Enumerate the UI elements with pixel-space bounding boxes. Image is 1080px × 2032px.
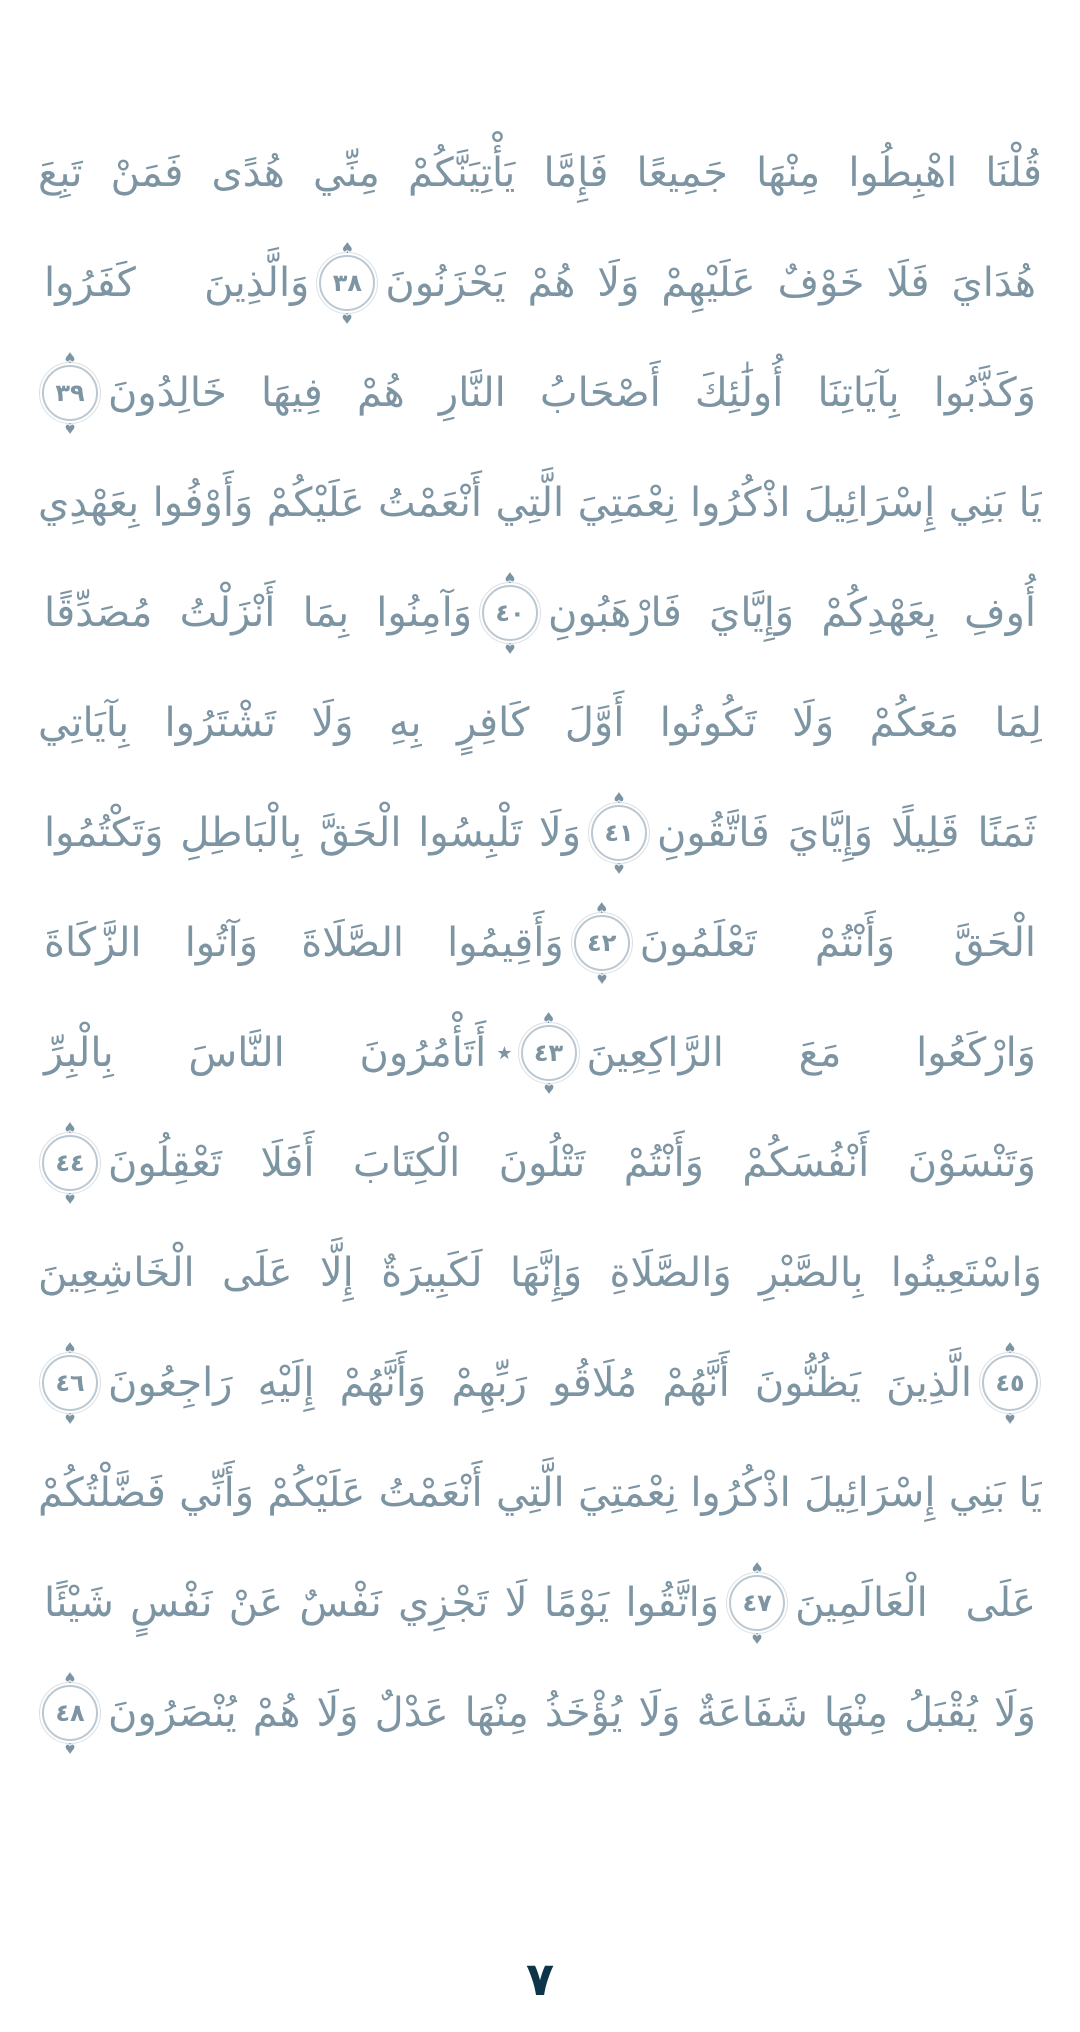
ayah-text: وَكَذَّبُوا بِآيَاتِنَا أُولَٰئِكَ أَصْحَابُ النَّارِ هُمْ فِيهَا خَالِدُونَ (108, 370, 1036, 416)
ayah-number: ♠ ٤٢ (587, 929, 617, 957)
ayah-end-medallion-icon (482, 585, 538, 641)
ayah-end-medallion-icon (982, 1355, 1038, 1411)
ayah-text: أُوفِ بِعَهْدِكُمْ وَإِيَّايَ فَارْهَبُونِ (548, 590, 1036, 636)
quran-line-14 (38, 1548, 1042, 1658)
quran-line-4 (38, 448, 1042, 558)
ayah-text: وَاتَّقُوا يَوْمًا لَا تَجْزِي نَفْسٌ عَنْ نَفْسٍ شَيْئًا (44, 1580, 720, 1626)
quran-line-10 (38, 1108, 1042, 1218)
ayah-text: الَّذِينَ يَظُنُّونَ أَنَّهُمْ مُلَاقُو رَبِّهِمْ وَأَنَّهُمْ إِلَيْهِ رَاجِعُونَ (108, 1360, 972, 1406)
ayah-text: وَآمِنُوا بِمَا أَنْزَلْتُ مُصَدِّقًا (43, 590, 473, 636)
quran-text-block (38, 118, 1042, 1768)
ayah-text: قُلْنَا اهْبِطُوا مِنْهَا جَمِيعًا فَإِمَّا يَأْتِيَنَّكُمْ مِنِّي هُدًى فَمَنْ تَبِعَ (38, 150, 1042, 196)
page-number: ٧ (525, 1952, 555, 2006)
ayah-number: ♠ ٤٦ (55, 1369, 85, 1397)
quran-line-9 (38, 998, 1042, 1108)
ayah-number: ♠ ٤٠ (495, 599, 525, 627)
quran-line-2 (38, 228, 1042, 338)
ayah-text: وَالَّذِينَ كَفَرُوا (43, 260, 310, 306)
ayah-end-medallion-icon (42, 1685, 98, 1741)
ayah-text: وَارْكَعُوا مَعَ الرَّاكِعِينَ (586, 1030, 1036, 1076)
quran-line-6 (38, 668, 1042, 778)
ayah-text: وَلَا تَلْبِسُوا الْحَقَّ بِالْبَاطِلِ وَتَكْتُمُوا (43, 810, 582, 856)
ayah-end-medallion-icon (574, 915, 630, 971)
ayah-text: وَاسْتَعِينُوا بِالصَّبْرِ وَالصَّلَاةِ وَإِنَّهَا لَكَبِيرَةٌ إِلَّا عَلَى الْخَاشِعِينَ (38, 1250, 1042, 1296)
ayah-number: ♠ ٤٥ (995, 1369, 1025, 1397)
ayah-text: أَتَأْمُرُونَ النَّاسَ بِالْبِرِّ (44, 1030, 487, 1076)
ayah-end-medallion-icon (319, 255, 375, 311)
quran-line-11 (38, 1218, 1042, 1328)
ayah-end-medallion-icon (42, 1135, 98, 1191)
ayah-number: ♠ ٤٨ (55, 1699, 85, 1727)
quran-line-12 (38, 1328, 1042, 1438)
ayah-text: عَلَى الْعَالَمِينَ (795, 1580, 1036, 1626)
ayah-end-medallion-icon (42, 365, 98, 421)
ayah-text: يَا بَنِي إِسْرَائِيلَ اذْكُرُوا نِعْمَتِيَ الَّتِي أَنْعَمْتُ عَلَيْكُمْ وَأَوْفُوا بِعَهْدِي (38, 480, 1042, 526)
ayah-text: ثَمَنًا قَلِيلًا وَإِيَّايَ فَاتَّقُونِ (657, 810, 1036, 856)
ayah-end-medallion-icon (521, 1025, 577, 1081)
rub-el-hizb-icon: ٭ (496, 1035, 513, 1070)
ayah-number: ♠ ٣٨ (332, 269, 363, 297)
ayah-text: وَلَا يُقْبَلُ مِنْهَا شَفَاعَةٌ وَلَا يُؤْخَذُ مِنْهَا عَدْلٌ وَلَا هُمْ يُنْصَرُونَ (108, 1690, 1036, 1736)
quran-line-8 (38, 888, 1042, 998)
ayah-text: وَتَنْسَوْنَ أَنْفُسَكُمْ وَأَنْتُمْ تَتْلُونَ الْكِتَابَ أَفَلَا تَعْقِلُونَ (108, 1140, 1036, 1186)
ayah-number: ♠ ٤٣ (533, 1039, 564, 1067)
ayah-text: الْحَقَّ وَأَنْتُمْ تَعْلَمُونَ (639, 920, 1036, 966)
ayah-text: وَأَقِيمُوا الصَّلَاةَ وَآتُوا الزَّكَاةَ (43, 920, 564, 966)
ayah-number: ♠ ٤١ (604, 819, 634, 847)
quran-line-5 (38, 558, 1042, 668)
quran-line-3 (38, 338, 1042, 448)
ayah-end-medallion-icon (729, 1575, 785, 1631)
quran-line-1 (38, 118, 1042, 228)
ayah-number: ♠ ٤٤ (55, 1149, 85, 1177)
quran-line-7 (38, 778, 1042, 888)
quran-line-15 (38, 1658, 1042, 1768)
ayah-number: ♠ ٤٧ (742, 1589, 772, 1617)
ayah-number: ♠ ٣٩ (55, 379, 85, 407)
quran-line-13 (38, 1438, 1042, 1548)
ayah-end-medallion-icon (42, 1355, 98, 1411)
ayah-text: لِمَا مَعَكُمْ وَلَا تَكُونُوا أَوَّلَ كَافِرٍ بِهِ وَلَا تَشْتَرُوا بِآيَاتِي (38, 700, 1042, 746)
ayah-text: هُدَايَ فَلَا خَوْفٌ عَلَيْهِمْ وَلَا هُمْ يَحْزَنُونَ (385, 260, 1036, 306)
ayah-text: يَا بَنِي إِسْرَائِيلَ اذْكُرُوا نِعْمَتِيَ الَّتِي أَنْعَمْتُ عَلَيْكُمْ وَأَنِّي فَضَّلْتُكُمْ (38, 1470, 1042, 1516)
ayah-end-medallion-icon (591, 805, 647, 861)
